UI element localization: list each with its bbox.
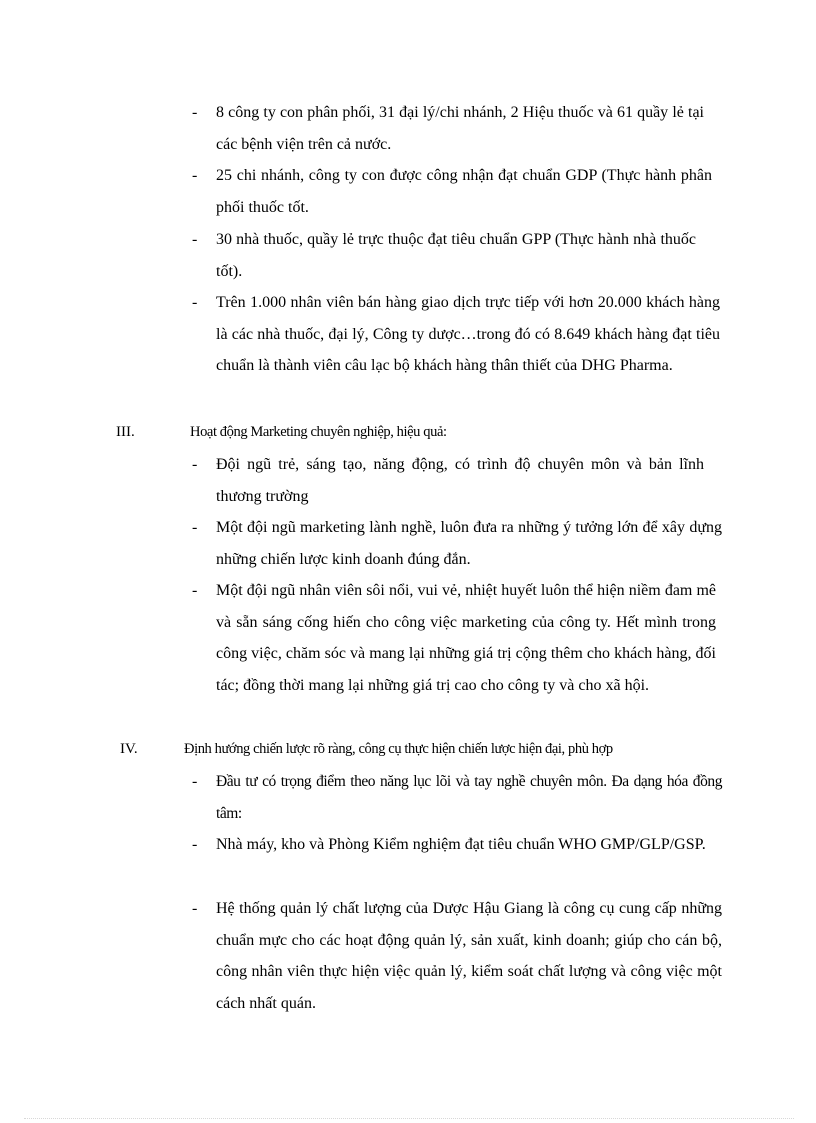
section-number: III. [116,424,135,440]
bullet-dash: - [192,231,198,248]
section-number: IV. [120,741,138,757]
list-item: Hệ thống quản lý chất lượng của Dược Hậu Giang là công cụ cung cấp những chuẩn mực cho các hoạt động quản lý, sản xuất, kinh doanh; giúp cho cán bộ, công nhân viên thực hiện việc quản lý, kiểm soát chất lượng và công việc một cách nhất quán. [216,900,722,1012]
bullet-dash: - [192,582,198,599]
list-item: Một đội ngũ nhân viên sôi nổi, vui vẻ, nhiệt huyết luôn thể hiện niềm đam mê và sẵn sáng cống hiến cho công việc marketing của công ty. Hết mình trong công việc, chăm sóc và mang lại những giá trị cộng thêm cho khách hàng, đối tác; đồng thời mang lại những giá trị cao cho công ty và cho xã hội. [216,582,716,694]
section-title: Định hướng chiến lược rõ ràng, công cụ thực hiện chiến lược hiện đại, phù hợp [184,741,613,757]
list-item: Đội ngũ trẻ, sáng tạo, năng động, có trình độ chuyên môn và bản lĩnh thương trường [216,456,704,505]
list-item: 25 chi nhánh, công ty con được công nhận đạt chuẩn GDP (Thực hành phân phối thuốc tốt. [216,167,712,216]
bullet-dash: - [192,773,198,790]
list-item: 30 nhà thuốc, quầy lẻ trực thuộc đạt tiêu chuẩn GPP (Thực hành nhà thuốc tốt). [216,231,696,280]
bullet-dash: - [192,900,198,917]
bullet-dash: - [192,519,198,536]
list-item: Một đội ngũ marketing lành nghề, luôn đưa ra những ý tưởng lớn để xây dựng những chiến lược kinh doanh đúng đắn. [216,519,722,568]
list-item: Nhà máy, kho và Phòng Kiểm nghiệm đạt tiêu chuẩn WHO GMP/GLP/GSP. [216,836,706,853]
bullet-dash: - [192,104,198,121]
list-item: Đầu tư có trọng điểm theo năng lục lõi và tay nghề chuyên môn. Đa dạng hóa đồng tâm: [216,773,722,822]
section-title: Hoạt động Marketing chuyên nghiệp, hiệu quả: [190,424,447,440]
list-item: Trên 1.000 nhân viên bán hàng giao dịch trực tiếp với hơn 20.000 khách hàng là các nhà thuốc, đại lý, Công ty dược…trong đó có 8.649 khách hàng đạt tiêu chuẩn là thành viên câu lạc bộ khách hàng thân thiết của DHG Pharma. [216,294,720,374]
bullet-dash: - [192,456,198,473]
bullet-dash: - [192,294,198,311]
bullet-dash: - [192,836,198,853]
page-bottom-divider [24,1118,794,1119]
list-item: 8 công ty con phân phối, 31 đại lý/chi nhánh, 2 Hiệu thuốc và 61 quầy lẻ tại các bệnh viện trên cả nước. [216,104,704,153]
bullet-dash: - [192,167,198,184]
